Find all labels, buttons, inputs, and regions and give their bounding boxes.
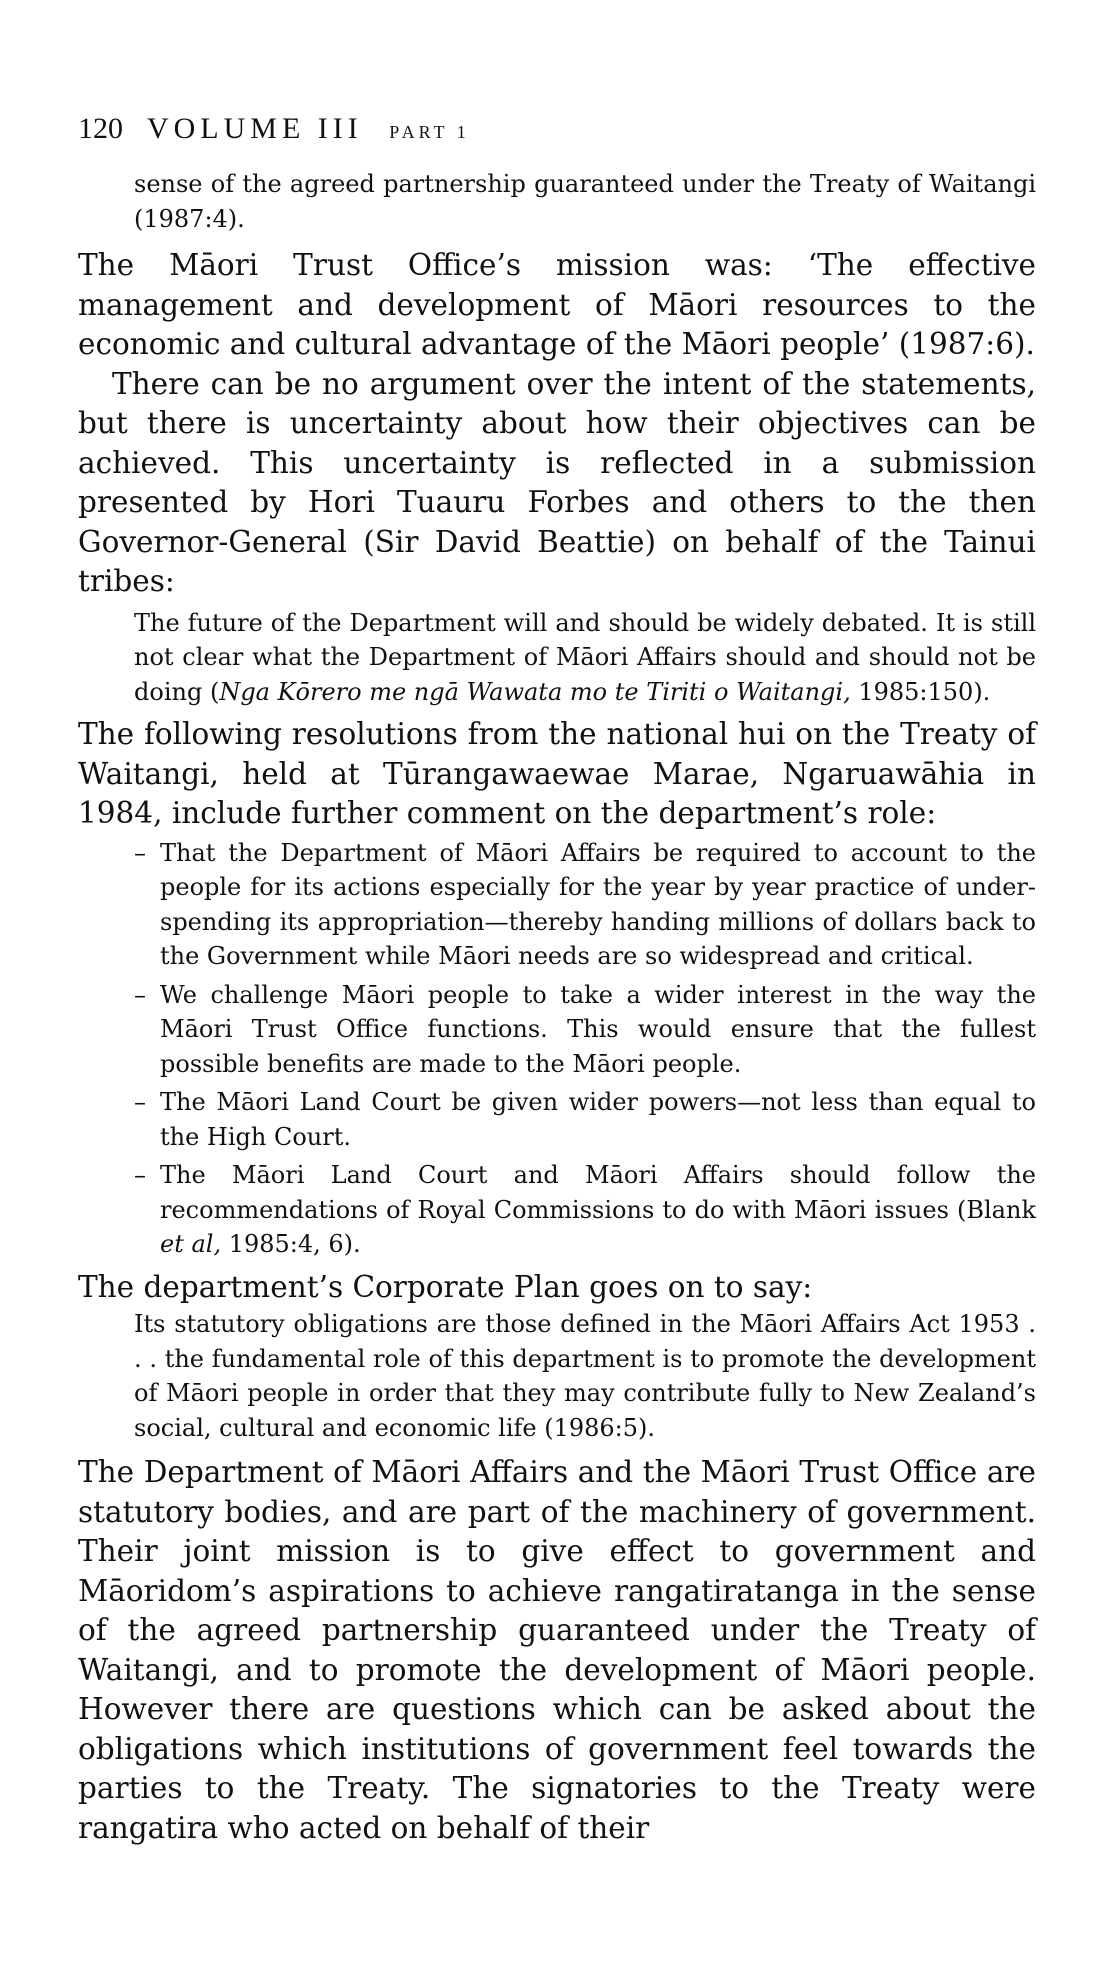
list-item-text: The Māori Land Court be given wider powers—not less than equal to the High Court. <box>160 1088 1036 1151</box>
list-dash: – <box>134 980 146 1009</box>
list-item-text: The Māori Land Court and Māori Affairs should follow the recommendations of Royal Commissions to do with Māori issues (Blank <box>160 1161 1036 1224</box>
page-number: 120 <box>78 112 123 145</box>
list-item-text: We challenge Māori people to take a wider interest in the way the Māori Trust Office functions. This would ensure that the fullest possible benefits are made to the Māori people. <box>160 980 1036 1078</box>
volume-label: VOLUME III <box>146 112 363 145</box>
list-item-text: That the Department of Māori Affairs be required to account to the people for its actions especially for the year by year practice of under-spending its appropriation—thereby handing millions of dollars back to the Government while Māori needs are so widespread and critical. <box>160 838 1036 970</box>
quote-citation-year: 1985:150). <box>850 677 991 706</box>
list-dash: – <box>134 838 146 867</box>
paragraph-statutory-bodies: The Department of Māori Affairs and the Māori Trust Office are statutory bodies, and are part of the machinery of government. Their joint mission is to give effect to government and Māoridom’s aspirations to achieve rangatiratanga in the sense of the agreed partnership guaranteed under the Treaty of Waitangi, and to promote the development of Māori people. However there are questions which can be asked about the obligations which institutions of government feel towards the parties to the Treaty. The signatories to the Treaty were rangatira who acted on behalf of their <box>78 1455 1036 1845</box>
resolutions-list <box>78 836 1036 1262</box>
quote-citation-title: Nga Kōrero me ngā Wawata mo te Tiriti o Waitangi, <box>219 677 851 706</box>
list-dash: – <box>134 1088 146 1116</box>
block-quote-continued: sense of the agreed partnership guaranteed under the Treaty of Waitangi (1987:4). <box>134 170 1036 233</box>
list-item <box>134 1158 1036 1262</box>
running-head <box>78 112 1036 149</box>
book-page <box>78 112 1036 1848</box>
list-item-tail: 1985:4, 6). <box>221 1230 361 1258</box>
list-dash: – <box>134 1161 146 1189</box>
list-item <box>134 836 1036 974</box>
paragraph-uncertainty: There can be no argument over the intent of the statements, but there is uncertainty about how their objectives can be achieved. This uncertainty is reflected in a submission presented by Hori Tuauru Forbes and others to the then Governor-General (Sir David Beattie) on behalf of the Tainui tribes: <box>78 366 1036 598</box>
list-item <box>134 1085 1036 1154</box>
block-quote-corporate-plan: Its statutory obligations are those defined in the Māori Affairs Act 1953 . . . the fundamental role of this department is to promote the development of Māori people in order that they may contribute fully to New Zealand’s social, cultural and economic life (1986:5). <box>134 1310 1036 1442</box>
list-item <box>134 978 1036 1082</box>
paragraph-trust-office-mission: The Māori Trust Office’s mission was: ‘The effective management and development of Māori resources to the economic and cultural advantage of the Māori people’ (1987:6). <box>78 248 1036 361</box>
paragraph-corporate-plan: The department’s Corporate Plan goes on to say: <box>78 1269 813 1304</box>
part-label: PART 1 <box>389 122 470 142</box>
list-item-italic: et al, <box>160 1230 222 1258</box>
paragraph-hui-resolutions: The following resolutions from the national hui on the Treaty of Waitangi, held at Tūrangawaewae Marae, Ngaruawāhia in 1984, include further comment on the department’s role: <box>78 717 1036 830</box>
block-quote-tainui-submission <box>134 606 1036 710</box>
quote-text: The future of the Department will and should be widely debated. It is still not clear what the Department of Māori Affairs should and should not be doing ( <box>134 608 1036 706</box>
